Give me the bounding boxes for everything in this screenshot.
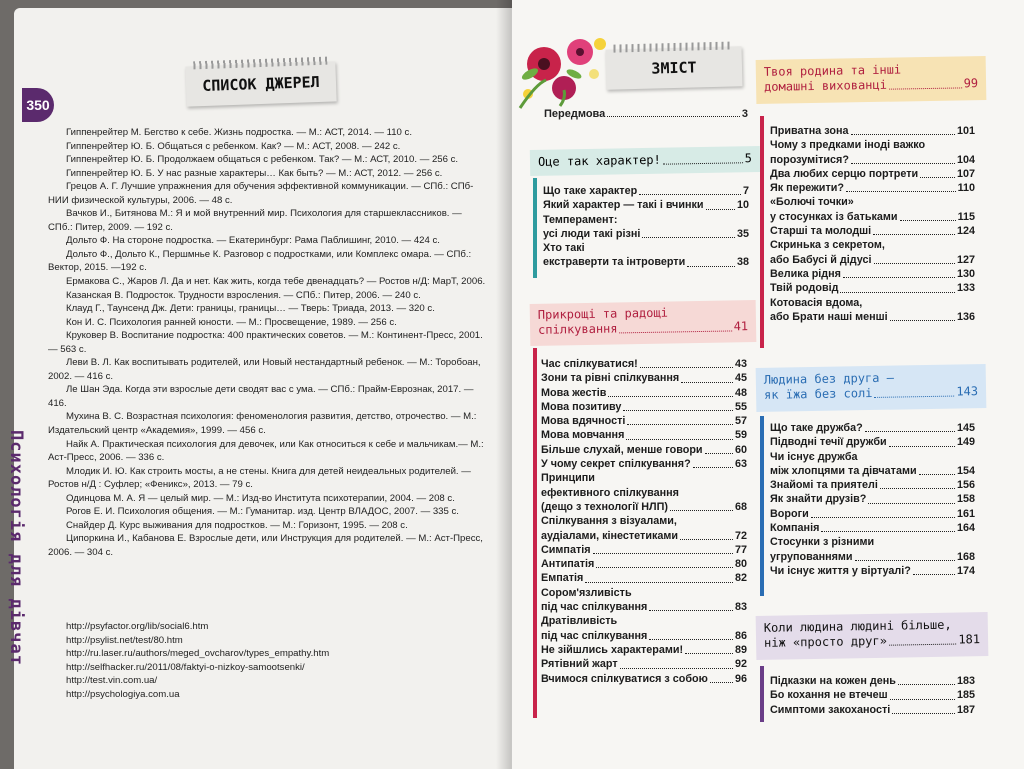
section-page: 99 (963, 76, 979, 91)
toc-item-page: 3 (741, 108, 748, 120)
toc-item[interactable]: «Болючі точки» у стосунках із батьками 115 (770, 196, 975, 223)
toc-item[interactable]: Рятівний жарт 92 (541, 658, 747, 671)
contents-heading-note (605, 46, 742, 90)
toc-item[interactable]: Симпатія 77 (541, 543, 747, 556)
sources-heading-note (185, 61, 336, 106)
url-item: http://psyfactor.org/lib/social6.htm (66, 621, 209, 632)
reference-item: Рогов Е. И. Психология общения. — М.: Гуманитар. изд. Центр ВЛАДОС, 2007. — 335 с. (66, 506, 459, 518)
toc-item[interactable]: У чому секрет спілкування? 63 (541, 458, 747, 471)
toc-item[interactable]: Два любих серцю портрети 107 (770, 167, 975, 180)
section-header-friendship[interactable]: Людина без друга — як їжа без солі 143 (756, 364, 987, 412)
url-item: http://psychologiya.com.ua (66, 688, 180, 700)
section-page: 5 (744, 151, 753, 166)
reference-item: Дольто Ф., Дольто К., Першмнье К. Разговор с подростками, или Комплекс омара. — СПб.: Вектор, 2015. —192 с. (48, 248, 472, 274)
toc-item[interactable]: Що таке характер 7 (543, 185, 749, 197)
contents-heading: ЗМІСТ (651, 58, 697, 78)
toc-item[interactable]: Антипатія 80 (541, 558, 747, 571)
toc-item[interactable]: Чому з предками іноді важко порозумітися? 104 (770, 139, 975, 166)
toc-item[interactable]: Який характер — такі і вчинки 10 (543, 199, 749, 212)
reference-item: Ципоркина И., Кабанова Е. Взрослые дети, или Инструкция для родителей. — М.: Аст-Пресс, 2006. — 304 с. (48, 533, 483, 558)
reference-item: Одинцова М. А. Я — целый мир. — М.: Изд-во Института психотерапии, 2004. — 208 с. (66, 492, 455, 504)
section-title: Людина без друга — (763, 370, 894, 387)
toc-item[interactable]: Вороги 161 (770, 507, 975, 520)
reference-item: Снайдер Д. Курс выживания для подростков. — М.: Горизонт, 1995. — 208 с. (66, 519, 408, 531)
toc-item[interactable]: Твій родовід 133 (770, 282, 975, 295)
toc-item[interactable]: Мова позитиву 55 (541, 400, 747, 413)
section-accent-bar (760, 666, 764, 722)
url-item: http://psylist.net/test/80.htm (66, 634, 183, 646)
toc-item[interactable]: Мова вдячності 57 (541, 415, 747, 428)
section-accent-bar (760, 416, 764, 596)
toc-item[interactable]: Симптоми закоханості 187 (770, 703, 975, 716)
toc-item[interactable]: Принципи ефективного спілкування (дещо з технології НЛП) 68 (541, 472, 747, 513)
toc-item[interactable]: Темперамент: усі люди такі різні 35 (543, 213, 749, 240)
toc-item[interactable]: Знайомі та приятелі 156 (770, 479, 975, 492)
reference-item: Найк А. Практическая психология для девочек, или Как относиться к себе и мальчикам.— М.: Аст-Пресс, 2006. — 336 с. (48, 438, 484, 464)
section-accent-bar (760, 116, 764, 348)
toc-item[interactable]: Старші та молодші 124 (770, 225, 975, 238)
section-header-character[interactable] (530, 146, 760, 176)
reference-item: Дольто Ф. На стороне подростка. — Екатеринбург: Рама Паблишинг, 2010. — 424 с. (66, 235, 440, 247)
toc-item[interactable]: Чи існує життя у віртуалі? 174 (770, 564, 975, 577)
toc-item-label: Передмова (544, 108, 606, 120)
toc-item[interactable]: Дратівливість під час спілкування 86 (541, 615, 747, 642)
reference-item: Гиппенрейтер Ю. Б. Продолжаем общаться с ребенком. Так? — М.: АСТ, 2010. — 256 с. (66, 154, 459, 166)
toc-item[interactable]: Сором'язливість під час спілкування 83 (541, 586, 747, 614)
reference-item: Гиппенрейтер М. Бегство к себе. Жизнь подростка. — М.: АСТ, 2014. — 110 с. (66, 127, 413, 138)
toc-item[interactable]: Час спілкуватися! 43 (541, 358, 747, 370)
section-items-friendship (770, 421, 975, 578)
reference-item: Грецов А. Г. Лучшие упражнения для обучения эффективной коммуникации. — СПб.: СПб-НИИ физической культуры, 2006. — 48 с. (48, 181, 474, 206)
references-list (48, 126, 488, 560)
toc-item[interactable]: Підводні течії дружби 149 (770, 436, 975, 449)
reference-item: Вачков И., Битянова М.: Я и мой внутренний мир. Психология для старшеклассников. — СПб.: Питер, 2009. — 192 с. (48, 208, 462, 233)
reference-item: Казанская В. Подросток. Трудности взросления. — СПб.: Питер, 2006. — 240 с. (66, 289, 421, 301)
toc-item[interactable]: Котовасія вдома, або Брати наші менші 136 (770, 296, 975, 323)
section-items-family (770, 124, 975, 324)
toc-item[interactable]: Мова жестів 48 (541, 386, 747, 399)
section-page: 41 (733, 319, 749, 334)
toc-item[interactable]: Підказки на кожен день 183 (770, 675, 975, 687)
toc-item[interactable]: Вчимося спілкуватися з собою 96 (541, 672, 747, 685)
url-item: http://test.vin.com.ua/ (66, 675, 158, 686)
section-title: Прикрощі та радощі (537, 305, 668, 322)
sources-heading: СПИСОК ДЖЕРЕЛ (202, 72, 320, 96)
book-side-title: Психологія для дівчат (6, 430, 26, 666)
section-header-love[interactable]: Коли людина людині більше, ніж «просто друг» 181 (756, 612, 989, 660)
toc-item[interactable]: Хто такі екстраверти та інтроверти 38 (543, 242, 749, 269)
section-header-communication[interactable]: Прикрощі та радощі спілкування 41 (530, 300, 757, 346)
toc-item[interactable]: Як пережити? 110 (770, 182, 975, 195)
url-item: http://selfhacker.ru/2011/08/faktyi-o-nizkoy-samootsenki/ (66, 661, 305, 673)
section-page: 143 (956, 384, 979, 399)
toc-item[interactable]: Емпатія 82 (541, 572, 747, 585)
reference-item: Гиппенрейтер Ю. Б. У нас разные характеры… Как быть? — М.: АСТ, 2012. — 256 с. (66, 167, 443, 179)
page-number: 350 (22, 88, 54, 122)
url-list (66, 620, 329, 701)
section-title: Коли людина людині більше, (763, 617, 952, 635)
toc-item[interactable]: Що таке дружба? 145 (770, 422, 975, 434)
reference-item: Кон И. С. Психология ранней юности. — М.: Просвещение, 1989. — 256 с. (66, 316, 397, 328)
reference-item: Мухина В. С. Возрастная психология: феноменология развития, детство, отрочество. — М.: Издательский центр «Академия», 1999. — 456 с. (48, 411, 477, 437)
toc-item[interactable]: Велика рідня 130 (770, 267, 975, 280)
url-item: http://ru.laser.ru/authors/meged_ovcharov/types_empathy.htm (66, 648, 330, 659)
section-items-communication (541, 357, 747, 686)
toc-item[interactable]: Спілкування з візуалами, аудіалами, кінестетиками 72 (541, 515, 747, 542)
reference-item: Гиппенрейтер Ю. Б. Общаться с ребенком. Как? — М.: АСТ, 2008. — 242 с. (66, 140, 401, 152)
toc-item[interactable]: Бо кохання не втечеш 185 (770, 689, 975, 702)
section-items-character (543, 184, 749, 270)
toc-item[interactable]: Стосунки з різними угрупованнями 168 (770, 536, 975, 563)
reference-item: Круковер В. Воспитание подростка: 400 практических советов. — М.: Континент-Пресс, 2001. — 563 с. (48, 330, 483, 355)
section-accent-bar (533, 178, 537, 278)
section-accent-bar (533, 348, 537, 718)
toc-item[interactable]: Скринька з секретом, або Бабусі й дідусі 127 (770, 239, 975, 266)
toc-item[interactable]: Компанія 164 (770, 522, 975, 535)
toc-item[interactable]: Приватна зона 101 (770, 125, 975, 137)
toc-item[interactable]: Зони та рівні спілкування 45 (541, 372, 747, 385)
toc-item-foreword[interactable] (544, 108, 748, 120)
section-title: Оце так характер! (537, 152, 661, 169)
section-title: Твоя родина та інші (763, 62, 902, 79)
reference-item: Млодик И. Ю. Как строить мосты, а не стены. Книга для детей неидеальных родителей. — Ростов н/Д : Суфлер; «Феникс», 2013. — 79 с. (48, 465, 471, 491)
toc-item[interactable]: Більше слухай, менше говори 60 (541, 443, 747, 456)
flower-decoration-icon (516, 24, 614, 110)
toc-item[interactable]: Чи існує дружба між хлопцями та дівчатами 154 (770, 450, 975, 477)
reference-item: Клауд Г., Таунсенд Дж. Дети: границы, границы… — Тверь: Триада, 2013. — 320 с. (66, 303, 435, 315)
toc-item[interactable]: Мова мовчання 59 (541, 429, 747, 442)
section-page: 181 (958, 632, 981, 647)
reference-item: Ле Шан Эда. Когда эти взрослые дети сводят вас с ума. — СПб.: Прайм-Еврознак, 2017. — 416. (48, 384, 474, 409)
reference-item: Леви В. Л. Как воспитывать родителей, или Новый нестандартный ребенок. — М.: Торобоан, 2002. — 416 с. (48, 357, 481, 382)
toc-item[interactable]: Як знайти друзів? 158 (770, 493, 975, 506)
section-header-family[interactable]: Твоя родина та інші домашні вихованці 99 (756, 56, 987, 104)
section-items-love (770, 674, 975, 717)
toc-item[interactable]: Не зійшлись характерами! 89 (541, 643, 747, 656)
reference-item: Ермакова С., Жаров Л. Да и нет. Как жить, когда тебе двенадцать? — Ростов н/Д: МарТ, 2006. (66, 276, 486, 288)
